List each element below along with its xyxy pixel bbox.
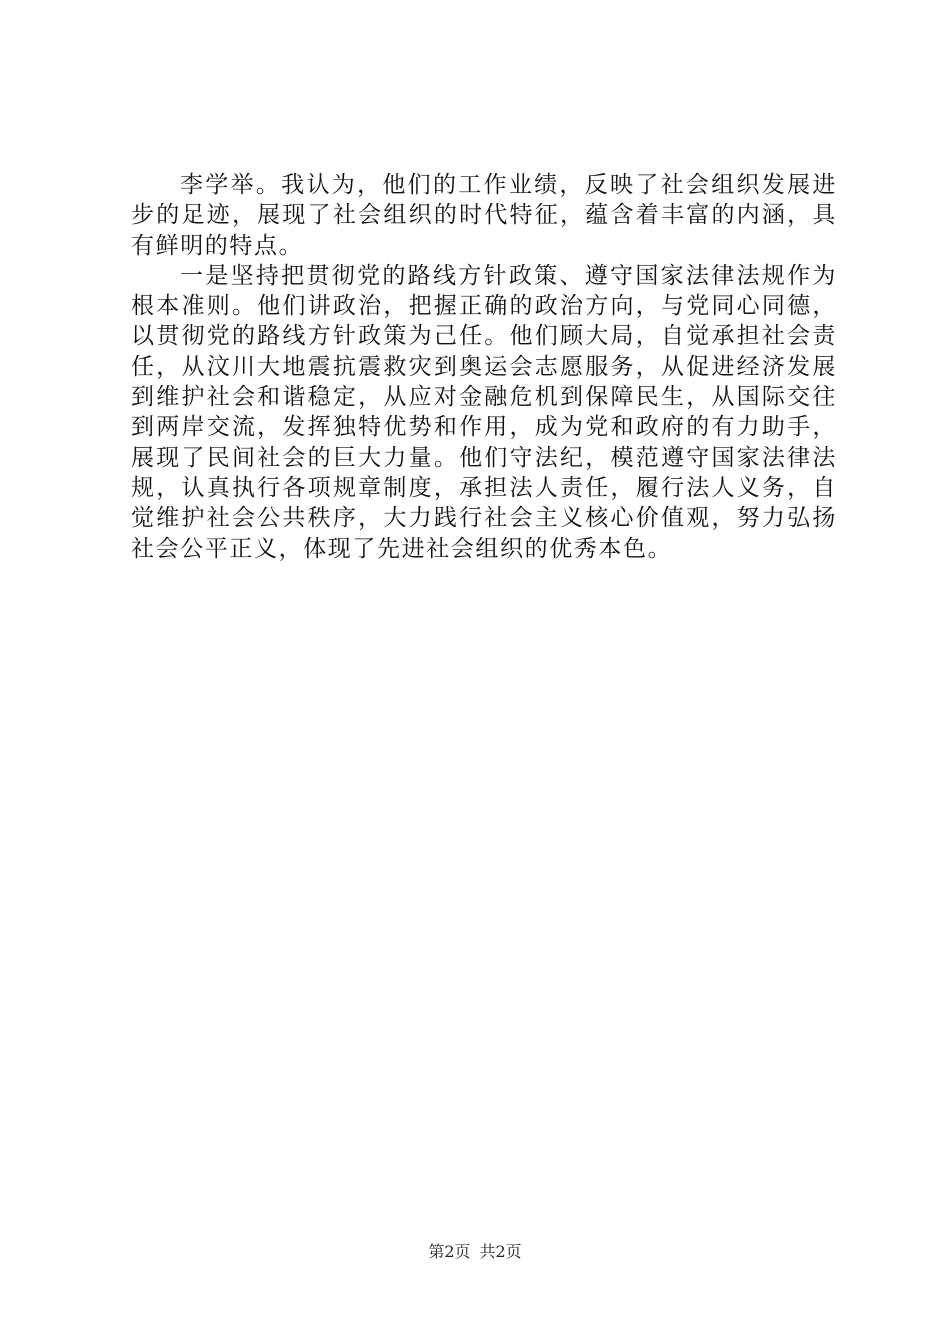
paragraph-1: 李学举。我认为，他们的工作业绩，反映了社会组织发展进步的足迹，展现了社会组织的时代特征，蕴含着丰富的内涵，具有鲜明的特点。 xyxy=(131,172,837,259)
paragraph-2: 一是坚持把贯彻党的路线方针政策、遵守国家法律法规作为根本准则。他们讲政治，把握正确的政治方向，与党同心同德，以贯彻党的路线方针政策为己任。他们顾大局，自觉承担社会责任，从汶川大地震抗震救灾到奥运会志愿服务，从促进经济发展到维护社会和谐稳定，从应对金融危机到保障民生，从国际交往到两岸交流，发挥独特优势和作用，成为党和政府的有力助手，展现了民间社会的巨大力量。他们守法纪，模范遵守国家法律法规，认真执行各项规章制度，承担法人责任，履行法人义务，自觉维护社会公共秩序，大力践行社会主义核心价值观，努力弘扬社会公平正义，体现了先进社会组织的优秀本色。 xyxy=(131,262,837,562)
page-number: 第2页 xyxy=(428,1242,471,1261)
page-footer xyxy=(0,1242,950,1262)
document-body xyxy=(131,170,837,564)
page-total: 共2页 xyxy=(479,1242,522,1261)
